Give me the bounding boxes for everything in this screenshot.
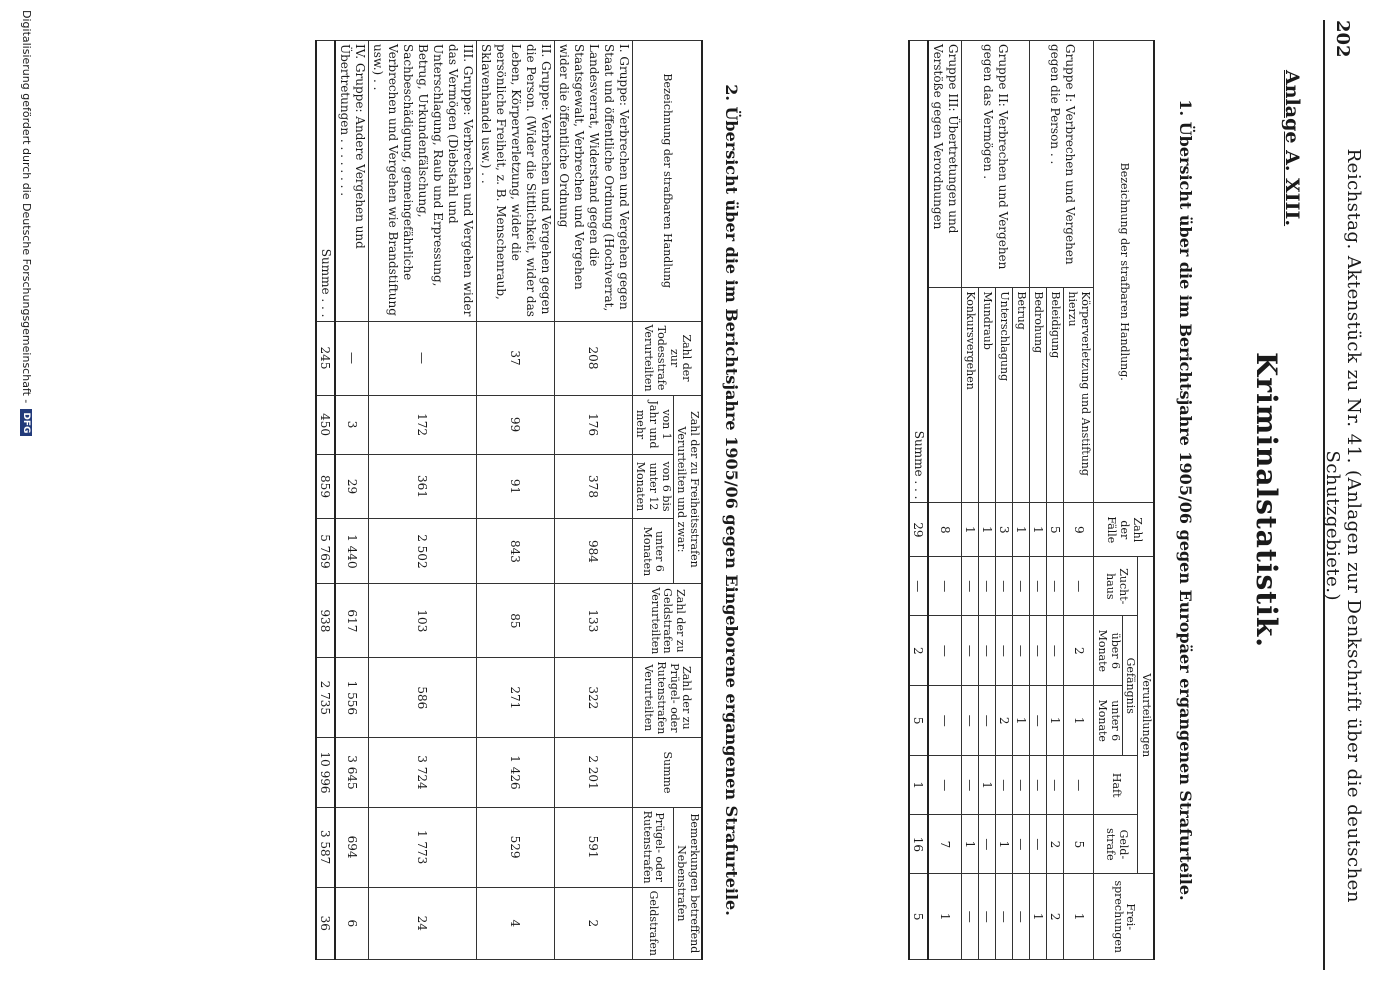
main-title: Kriminalstatistik.	[1250, 351, 1283, 649]
cell-under6: 1	[1012, 686, 1029, 756]
subcategory-label: Konkursvergehen	[961, 288, 978, 503]
prison-header: Gefängnis	[1122, 616, 1138, 756]
cell-cases: 9	[1063, 503, 1094, 557]
total-flog: 2 735	[316, 658, 335, 738]
cell-cases: 1	[1012, 503, 1029, 557]
detention-header: Haft	[1094, 756, 1138, 815]
total-row	[316, 41, 335, 960]
subcategory-label: Körperverletzung und Anstiftung hierzu	[1063, 288, 1094, 503]
digitization-note	[20, 10, 33, 990]
cell-m6to12: 378	[554, 454, 632, 519]
cell-geld: 1	[995, 815, 1012, 874]
cell-over6: 2	[1063, 616, 1094, 686]
cell-sum: 3 724	[368, 738, 476, 807]
total-zuchthaus: —	[909, 557, 928, 616]
cell-r_fine: 24	[368, 887, 476, 959]
table-row	[554, 41, 632, 960]
cell-r_flog: 529	[476, 807, 554, 887]
table1-title: 1. Übersicht über die im Berichtsjahre 1905/06 gegen Europäer ergangenen Strafurteile.	[1176, 99, 1195, 901]
cell-frei: —	[961, 874, 978, 960]
natives-sentences-table	[315, 40, 703, 960]
subcategory-label: Betrug	[1012, 288, 1029, 503]
cell-cases: 1	[961, 503, 978, 557]
cell-under6: 1	[1063, 686, 1094, 756]
group-label: III. Gruppe: Verbrechen und Vergehen wider das Vermögen (Diebstahl und Unterschlagung, Raub und Erpressung, Betrug, Urkundenfälschung, Sachbeschädigung, gemeingefährliche Verbrechen und Vergehen wie Brandstiftung usw.) . .	[368, 41, 476, 322]
digitization-text: Digitalisierung gefördert durch die Deutsche Forschungsgemeinschaft -	[20, 10, 33, 404]
fine-header: Geld-strafe	[1094, 815, 1138, 874]
cell-flog: 271	[476, 658, 554, 738]
prison-under-header: unter 6 Monate	[1094, 686, 1122, 756]
cell-zuchthaus: —	[1012, 557, 1029, 616]
dfg-logo-icon: DFG	[21, 409, 33, 436]
table-row	[335, 41, 369, 960]
remarks-fine-header: Geldstrafen	[632, 887, 673, 959]
cell-geld: 1	[961, 815, 978, 874]
cell-cases: 3	[995, 503, 1012, 557]
table-row	[476, 41, 554, 960]
cell-zuchthaus: —	[928, 557, 962, 616]
total-geld: 16	[909, 815, 928, 874]
group-label: I. Gruppe: Verbrechen und Vergehen gegen Staat und öffentliche Ordnung (Hochverrat, Landesverrat, Widerstand gegen die Staatsgewalt, Verbrechen und Vergehen wider die öffentliche Ordnung	[554, 41, 632, 322]
cell-zuchthaus: —	[1063, 557, 1094, 616]
cell-flog: 586	[368, 658, 476, 738]
cell-r_flog: 591	[554, 807, 632, 887]
cell-cases: 1	[978, 503, 995, 557]
cell-frei: 2	[1046, 874, 1063, 960]
cell-cases: 5	[1046, 503, 1063, 557]
cell-fines: 617	[335, 584, 369, 658]
group-label: II. Gruppe: Verbrechen und Vergehen gegen die Person. (Wider die Sittlichkeit, wider das Leben, Körperverletzung, wider die persönliche Freiheit, z. B. Menschenraub, Sklavenhandel usw.) . .	[476, 41, 554, 322]
total-sum: 10 996	[316, 738, 335, 807]
group-label: Gruppe I: Verbrechen und Vergehen gegen die Person . .	[1029, 41, 1094, 288]
cell-under6m: 843	[476, 519, 554, 584]
table-row	[1063, 41, 1094, 960]
cell-over6: —	[928, 616, 962, 686]
cell-geld: —	[1029, 815, 1046, 874]
cell-frei: —	[978, 874, 995, 960]
cell-over6: —	[1029, 616, 1046, 686]
remarks-flog-header: Prügel- oder Rutenstrafen	[632, 807, 673, 887]
offense-header: Bezeichnung der strafbaren Handlung.	[1094, 41, 1154, 503]
cell-over1y: 176	[554, 395, 632, 454]
cell-fines: 103	[368, 584, 476, 658]
cell-over1y: 3	[335, 395, 369, 454]
page-number: 202	[1332, 20, 1354, 58]
cell-over6: —	[1046, 616, 1063, 686]
cell-r_fine: 6	[335, 887, 369, 959]
cell-under6m: 2 502	[368, 519, 476, 584]
total-cases: 29	[909, 503, 928, 557]
cell-fines: 133	[554, 584, 632, 658]
cell-under6m: 1 440	[335, 519, 369, 584]
penitentiary-header: Zucht-haus	[1094, 557, 1138, 616]
cell-r_flog: 694	[335, 807, 369, 887]
cell-haft: —	[995, 756, 1012, 815]
fines-header: Zahl der zu Geldstrafen Verurteilten	[632, 584, 702, 658]
cell-under6: 1	[1046, 686, 1063, 756]
cell-frei: 1	[928, 874, 962, 960]
total-r_flog: 3 587	[316, 807, 335, 887]
cell-haft: —	[1046, 756, 1063, 815]
cell-frei: 1	[1063, 874, 1094, 960]
total-frei: 5	[909, 874, 928, 960]
cell-zuchthaus: —	[978, 557, 995, 616]
cell-death: 208	[554, 321, 632, 395]
cell-m6to12: 361	[368, 454, 476, 519]
total-death: 245	[316, 321, 335, 395]
cell-frei: —	[995, 874, 1012, 960]
cell-frei: —	[1012, 874, 1029, 960]
europeans-sentences-table	[908, 40, 1155, 960]
total-fines: 938	[316, 584, 335, 658]
cell-haft: —	[928, 756, 962, 815]
cell-zuchthaus: —	[1029, 557, 1046, 616]
subcategory-label: Mundraub	[978, 288, 995, 503]
table-row	[1012, 41, 1029, 960]
cell-zuchthaus: —	[995, 557, 1012, 616]
running-header	[1322, 20, 1364, 970]
running-head-text: Reichstag. Aktenstück zu Nr. 41. (Anlagen zur Denkschrift über die deutschen Schutzgebiete.)	[1322, 148, 1364, 903]
total-label: Summe . . .	[909, 41, 928, 503]
cell-zuchthaus: —	[1046, 557, 1063, 616]
cell-geld: 2	[1046, 815, 1063, 874]
cell-haft: —	[1012, 756, 1029, 815]
total-r_fine: 36	[316, 887, 335, 959]
cell-under6: —	[961, 686, 978, 756]
table-row	[368, 41, 476, 960]
cell-over6: —	[961, 616, 978, 686]
cell-fines: 85	[476, 584, 554, 658]
subcategory-label: Unterschlagung	[995, 288, 1012, 503]
acquittal-header: Frei-sprechungen	[1094, 874, 1154, 960]
cell-r_flog: 1 773	[368, 807, 476, 887]
cell-geld: 5	[1063, 815, 1094, 874]
cell-geld: —	[978, 815, 995, 874]
cell-death: —	[368, 321, 476, 395]
m6to12-header: von 6 bis unter 12 Monaten	[632, 454, 673, 519]
cell-under6: —	[1029, 686, 1046, 756]
group-label: IV. Gruppe: Andere Vergehen und Übertretungen . . . . . . . .	[335, 41, 369, 322]
cell-cases: 1	[1029, 503, 1046, 557]
death-header: Zahl der zur Todesstrafe Verurteilten	[632, 321, 702, 395]
over1y-header: von 1 Jahr und mehr	[632, 395, 673, 454]
offense-header: Bezeichnung der strafbaren Handlung	[632, 41, 702, 322]
total-haft: 1	[909, 756, 928, 815]
total-over1y: 450	[316, 395, 335, 454]
subcategory-label: Beleidigung	[1046, 288, 1063, 503]
cell-zuchthaus: —	[961, 557, 978, 616]
cell-m6to12: 29	[335, 454, 369, 519]
total-under6m: 5 769	[316, 519, 335, 584]
under6m-header: unter 6 Monaten	[632, 519, 673, 584]
cell-sum: 1 426	[476, 738, 554, 807]
cell-r_fine: 2	[554, 887, 632, 959]
cell-m6to12: 91	[476, 454, 554, 519]
cell-under6m: 984	[554, 519, 632, 584]
cell-under6: —	[978, 686, 995, 756]
cell-sum: 2 201	[554, 738, 632, 807]
subcategory-label: Bedrohung	[1029, 288, 1046, 503]
cell-over6: —	[978, 616, 995, 686]
cell-cases: 8	[928, 503, 962, 557]
cases-header: Zahl der Fälle	[1094, 503, 1154, 557]
total-row	[909, 41, 928, 960]
group-label: Gruppe III: Übertretungen und Verstöße gegen Verordnungen	[928, 41, 962, 288]
imprisonment-header: Zahl der zu Freiheitsstrafen Verurteilten und zwar:	[673, 395, 702, 584]
cell-flog: 1 556	[335, 658, 369, 738]
total-m6to12: 859	[316, 454, 335, 519]
cell-sum: 3 645	[335, 738, 369, 807]
table2-title: 2. Übersicht über die im Berichtsjahre 1905/06 gegen Eingeborene ergangenen Strafurteile.	[722, 84, 741, 916]
cell-frei: 1	[1029, 874, 1046, 960]
prison-over-header: über 6 Monate	[1094, 616, 1122, 686]
total-over6: 2	[909, 616, 928, 686]
cell-haft: —	[961, 756, 978, 815]
cell-haft: —	[1029, 756, 1046, 815]
total-under6: 5	[909, 686, 928, 756]
cell-r_fine: 4	[476, 887, 554, 959]
cell-under6: 2	[995, 686, 1012, 756]
sum-header: Summe	[632, 738, 702, 807]
sentencing-header: Verurteilungen	[1138, 557, 1154, 874]
cell-over1y: 99	[476, 395, 554, 454]
total-label: Summe . . .	[316, 41, 335, 322]
table-row	[928, 41, 962, 960]
cell-over6: —	[995, 616, 1012, 686]
flogging-header: Zahl der zu Prügel- oder Rutenstrafen Verurteilten	[632, 658, 702, 738]
cell-haft: —	[1063, 756, 1094, 815]
remarks-header: Bemerkungen betreffend Nebenstrafen	[673, 807, 702, 959]
subcategory-label	[928, 288, 962, 503]
cell-death: —	[335, 321, 369, 395]
cell-over1y: 172	[368, 395, 476, 454]
cell-over6: —	[1012, 616, 1029, 686]
cell-geld: —	[1012, 815, 1029, 874]
annex-label: Anlage A. XIII.	[1281, 70, 1303, 227]
cell-under6: —	[928, 686, 962, 756]
group-label: Gruppe II: Verbrechen und Vergehen gegen das Vermögen .	[961, 41, 1029, 288]
cell-flog: 322	[554, 658, 632, 738]
cell-haft: 1	[978, 756, 995, 815]
cell-geld: 7	[928, 815, 962, 874]
cell-death: 37	[476, 321, 554, 395]
